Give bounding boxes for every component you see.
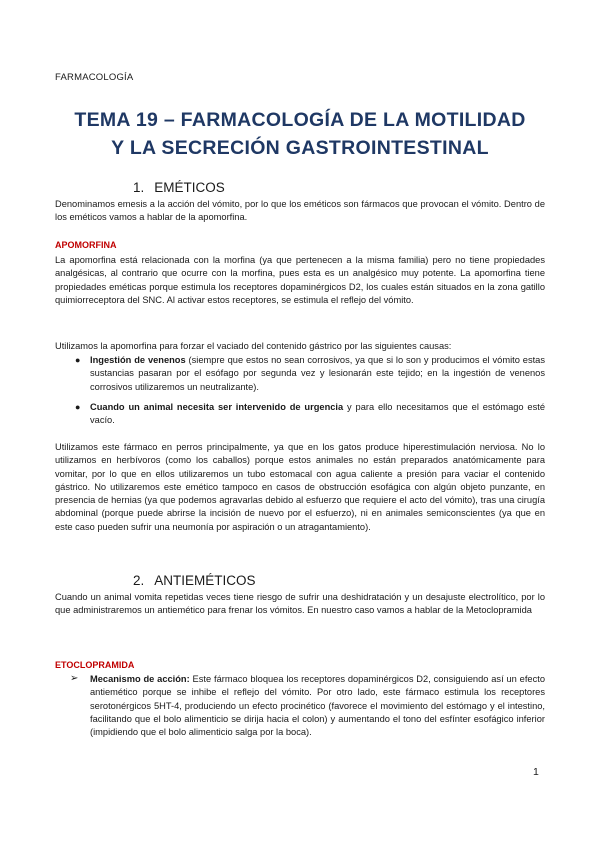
section-1-number: 1. xyxy=(133,180,145,195)
course-header: FARMACOLOGÍA xyxy=(55,72,134,83)
bullet-item-1 xyxy=(90,354,545,394)
section-2-number: 2. xyxy=(133,573,145,588)
section-2-heading xyxy=(133,573,256,588)
section-1-title: EMÉTICOS xyxy=(154,180,225,195)
bullet-icon: ● xyxy=(75,355,81,365)
etoclopramida-subheading: ETOCLOPRAMIDA xyxy=(55,660,135,670)
page-number: 1 xyxy=(533,766,539,778)
bullet-icon: ● xyxy=(75,402,81,412)
mechanism-item xyxy=(90,673,545,739)
bullet-item-2-bold: Cuando un animal necesita ser intervenido de urgencia xyxy=(90,402,344,412)
mechanism-text: Este fármaco bloquea los receptores dopaminérgicos D2, consiguiendo así un efecto antiemético porque se inhibe el reflejo del vómito. Por otro lado, este fármaco estimula los receptores serotonérgicos 5HT-4, produciendo un efecto procinético (favorece el movimiento del estómago y el intestino, facilitando que el bolo alimenticio se dirija hacia el colon) y aumentando el tono del esfínter esofágico inferior (impidiendo que el bolo alimenticio salga por la boca). xyxy=(90,674,545,738)
bullet-item-2 xyxy=(90,401,545,428)
mechanism-label: Mecanismo de acción: xyxy=(90,674,190,684)
apomorfina-paragraph-2: Utilizamos la apomorfina para forzar el vaciado del contenido gástrico por las siguientes causas: xyxy=(55,341,452,351)
apomorfina-subheading: APOMORFINA xyxy=(55,240,117,250)
bullet-item-1-bold: Ingestión de venenos xyxy=(90,355,186,365)
section-1-heading xyxy=(133,180,225,195)
arrow-bullet-icon: ➢ xyxy=(70,673,79,684)
title-line-1: TEMA 19 – FARMACOLOGÍA DE LA MOTILIDAD xyxy=(74,109,526,131)
apomorfina-paragraph-3: Utilizamos este fármaco en perros principalmente, ya que en los gatos produce hiperestimulación nerviosa. No lo utilizamos en herbívoros (como los caballos) porque estos animales no están preparados anatómicamente para vomitar, por lo que en ellos utilizaremos un tubo estomacal con agua caliente a presión para vaciar el contenido gástrico. No utilizaremos este emético tampoco en casos de obstrucción esofágica con algún objeto punzante, en presencia de hernias (ya que podemos agravarlas debido al esfuerzo que requiere el acto del vómito), tras una cirugía abdominal (porque puede abrirse la incisión de nuevo por el esfuerzo), ni en animales semiconscientes (ya que en este caso pueden sufrir una neumonía por aspiración o un atragantamiento). xyxy=(55,442,545,532)
section-1-intro: Denominamos emesis a la acción del vómito, por lo que los eméticos son fármacos que provocan el vómito. Dentro de los eméticos vamos a hablar de la apomorfina. xyxy=(55,199,545,223)
page-title xyxy=(50,106,550,162)
bullet-item-1-text: (siempre que estos no sean corrosivos, ya que si lo son y producimos el vómito estas sustancias pasaran por el esófago por segunda vez y lesionarán este tejido; en la ingestión de venenos corrosivos utilizaremos un neutralizante). xyxy=(90,355,545,392)
bullet-item-2-text: y para ello necesitamos que el estómago esté vacío. xyxy=(90,402,545,426)
title-line-2: Y LA SECRECIÓN GASTROINTESTINAL xyxy=(111,137,489,159)
section-2-intro: Cuando un animal vomita repetidas veces tiene riesgo de sufrir una deshidratación y un desajuste electrolítico, por lo que administraremos un antiemético para frenar los vómitos. En nuestro caso vamos a hablar de la Metoclopramida xyxy=(55,592,545,616)
section-2-title: ANTIEMÉTICOS xyxy=(154,573,256,588)
apomorfina-paragraph-1: La apomorfina está relacionada con la morfina (ya que pertenecen a la misma familia) pero no tiene propiedades analgésicas, al contrario que ocurre con la morfina, pues esta es un analgésico muy potente. La apomorfina tiene propiedades eméticas porque estimula los receptores dopaminérgicos D2, los cuales están situados en la zona gatillo quimiorreceptora del SNC. Al activar estos receptores, se estimula el reflejo del vómito. xyxy=(55,255,545,305)
